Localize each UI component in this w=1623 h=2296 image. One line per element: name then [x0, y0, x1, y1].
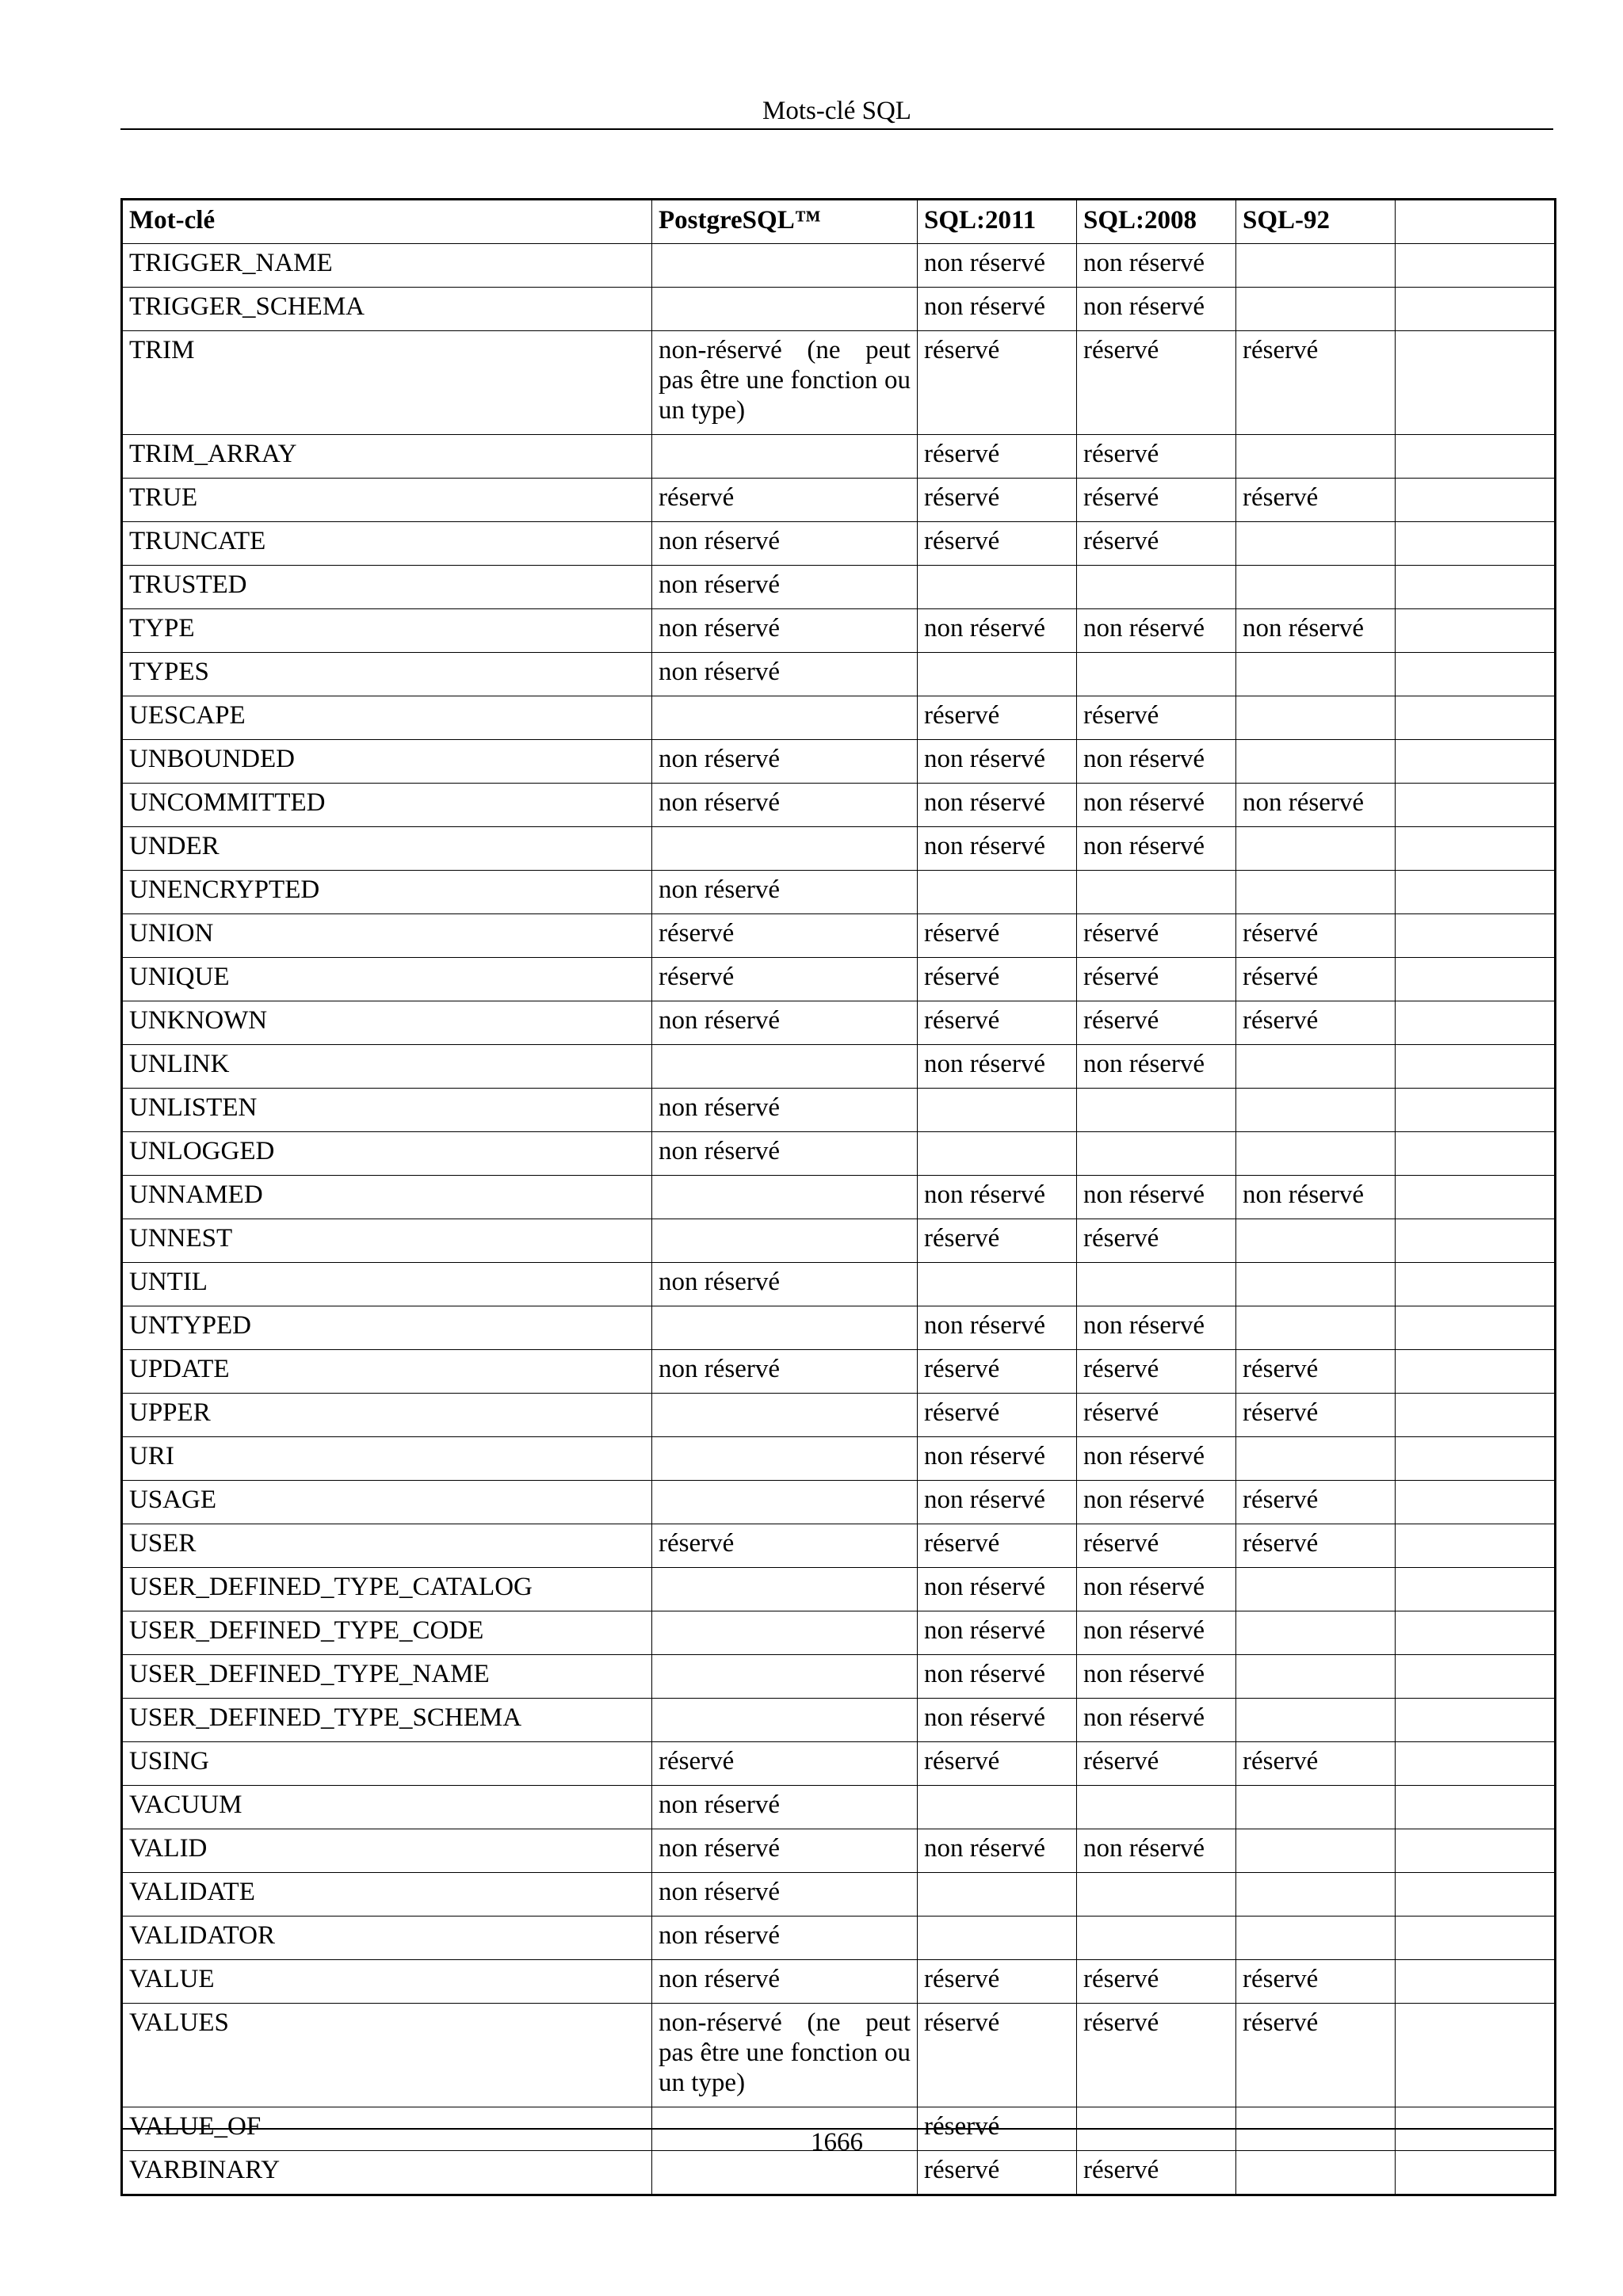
- sql2008-cell: [1077, 1917, 1236, 1960]
- sql2011-cell: réservé: [918, 331, 1077, 435]
- keyword-cell: VALUES: [122, 2004, 652, 2107]
- extra-cell: [1396, 914, 1556, 958]
- extra-cell: [1396, 1742, 1556, 1786]
- table-row: [122, 1960, 1556, 2004]
- extra-cell: [1396, 566, 1556, 609]
- keyword-cell: UNLOGGED: [122, 1132, 652, 1176]
- sql92-cell: [1236, 1263, 1396, 1306]
- sql2008-cell: non réservé: [1077, 1437, 1236, 1481]
- sql2011-cell: [918, 1917, 1077, 1960]
- table-row: [122, 1917, 1556, 1960]
- table-row: [122, 1568, 1556, 1611]
- table-row: [122, 244, 1556, 288]
- keyword-cell: UNTYPED: [122, 1306, 652, 1350]
- table-row: [122, 827, 1556, 871]
- sql2011-cell: non réservé: [918, 827, 1077, 871]
- extra-cell: [1396, 1219, 1556, 1263]
- keyword-cell: TRUE: [122, 479, 652, 522]
- extra-cell: [1396, 1132, 1556, 1176]
- sql2011-cell: [918, 1786, 1077, 1829]
- sql2011-cell: non réservé: [918, 1699, 1077, 1742]
- postgresql-cell: non réservé: [652, 740, 918, 784]
- sql92-cell: [1236, 435, 1396, 479]
- sql2008-cell: non réservé: [1077, 1045, 1236, 1089]
- sql2008-cell: réservé: [1077, 1960, 1236, 2004]
- table-row: [122, 1306, 1556, 1350]
- keywords-table: [120, 198, 1556, 2196]
- table-row: [122, 609, 1556, 653]
- sql2008-cell: réservé: [1077, 1524, 1236, 1568]
- sql2011-cell: non réservé: [918, 1176, 1077, 1219]
- postgresql-cell: [652, 1045, 918, 1089]
- extra-cell: [1396, 1350, 1556, 1394]
- sql2008-cell: réservé: [1077, 2004, 1236, 2107]
- sql2011-cell: réservé: [918, 958, 1077, 1001]
- sql2008-cell: [1077, 566, 1236, 609]
- postgresql-cell: [652, 244, 918, 288]
- keyword-cell: UNIQUE: [122, 958, 652, 1001]
- extra-cell: [1396, 1960, 1556, 2004]
- keyword-cell: TRUNCATE: [122, 522, 652, 566]
- table-row: [122, 653, 1556, 696]
- keyword-cell: USER_DEFINED_TYPE_NAME: [122, 1655, 652, 1699]
- postgresql-cell: [652, 696, 918, 740]
- postgresql-cell: réservé: [652, 1524, 918, 1568]
- sql2011-cell: réservé: [918, 1350, 1077, 1394]
- sql92-cell: [1236, 871, 1396, 914]
- sql92-cell: [1236, 1699, 1396, 1742]
- keyword-cell: TRIGGER_NAME: [122, 244, 652, 288]
- sql2011-cell: [918, 871, 1077, 914]
- sql2011-cell: réservé: [918, 479, 1077, 522]
- sql92-cell: réservé: [1236, 1394, 1396, 1437]
- sql2011-cell: réservé: [918, 1960, 1077, 2004]
- table-row: [122, 435, 1556, 479]
- table-header-row: [122, 200, 1556, 244]
- sql2008-cell: non réservé: [1077, 1611, 1236, 1655]
- sql2011-cell: [918, 1263, 1077, 1306]
- sql92-cell: réservé: [1236, 1960, 1396, 2004]
- postgresql-cell: non-réservé (ne peut pas être une fonction ou un type): [652, 2004, 918, 2107]
- keyword-cell: USAGE: [122, 1481, 652, 1524]
- keyword-cell: VALID: [122, 1829, 652, 1873]
- sql2011-cell: non réservé: [918, 244, 1077, 288]
- sql92-cell: [1236, 1219, 1396, 1263]
- sql92-cell: non réservé: [1236, 609, 1396, 653]
- extra-cell: [1396, 288, 1556, 331]
- extra-cell: [1396, 871, 1556, 914]
- sql92-cell: non réservé: [1236, 1176, 1396, 1219]
- sql92-cell: [1236, 1568, 1396, 1611]
- sql2011-cell: réservé: [918, 1219, 1077, 1263]
- sql92-cell: réservé: [1236, 914, 1396, 958]
- column-header-sql92: SQL-92: [1236, 200, 1396, 244]
- sql2011-cell: [918, 653, 1077, 696]
- postgresql-cell: non réservé: [652, 1089, 918, 1132]
- sql2011-cell: [918, 1089, 1077, 1132]
- keyword-cell: UNKNOWN: [122, 1001, 652, 1045]
- sql2008-cell: non réservé: [1077, 609, 1236, 653]
- sql92-cell: [1236, 1045, 1396, 1089]
- table-row: [122, 288, 1556, 331]
- postgresql-cell: [652, 827, 918, 871]
- postgresql-cell: [652, 1306, 918, 1350]
- sql92-cell: [1236, 1786, 1396, 1829]
- postgresql-cell: non réservé: [652, 566, 918, 609]
- extra-cell: [1396, 1786, 1556, 1829]
- keyword-cell: VALIDATE: [122, 1873, 652, 1917]
- table-row: [122, 696, 1556, 740]
- postgresql-cell: non réservé: [652, 1829, 918, 1873]
- sql2008-cell: [1077, 1263, 1236, 1306]
- sql2011-cell: non réservé: [918, 1568, 1077, 1611]
- table-row: [122, 1045, 1556, 1089]
- keyword-cell: UPPER: [122, 1394, 652, 1437]
- keyword-cell: TYPE: [122, 609, 652, 653]
- extra-cell: [1396, 958, 1556, 1001]
- sql2011-cell: réservé: [918, 2107, 1077, 2151]
- extra-cell: [1396, 2004, 1556, 2107]
- column-header-keyword: Mot-clé: [122, 200, 652, 244]
- table-row: [122, 958, 1556, 1001]
- sql2011-cell: réservé: [918, 522, 1077, 566]
- postgresql-cell: non réservé: [652, 1873, 918, 1917]
- postgresql-cell: [652, 1568, 918, 1611]
- sql2008-cell: réservé: [1077, 479, 1236, 522]
- keyword-cell: UNENCRYPTED: [122, 871, 652, 914]
- postgresql-cell: non réservé: [652, 1960, 918, 2004]
- sql2008-cell: non réservé: [1077, 244, 1236, 288]
- extra-cell: [1396, 244, 1556, 288]
- sql2011-cell: réservé: [918, 1394, 1077, 1437]
- table-row: [122, 1132, 1556, 1176]
- extra-cell: [1396, 1481, 1556, 1524]
- extra-cell: [1396, 435, 1556, 479]
- keyword-cell: USER_DEFINED_TYPE_SCHEMA: [122, 1699, 652, 1742]
- table-row: [122, 871, 1556, 914]
- sql2008-cell: réservé: [1077, 1742, 1236, 1786]
- column-header-sql2008: SQL:2008: [1077, 200, 1236, 244]
- table-row: [122, 566, 1556, 609]
- table-row: [122, 1873, 1556, 1917]
- postgresql-cell: non réservé: [652, 1786, 918, 1829]
- table-row: [122, 740, 1556, 784]
- sql2008-cell: non réservé: [1077, 740, 1236, 784]
- postgresql-cell: non réservé: [652, 784, 918, 827]
- sql92-cell: réservé: [1236, 1001, 1396, 1045]
- sql2008-cell: réservé: [1077, 1350, 1236, 1394]
- keyword-cell: USER_DEFINED_TYPE_CATALOG: [122, 1568, 652, 1611]
- postgresql-cell: [652, 435, 918, 479]
- keyword-cell: VARBINARY: [122, 2151, 652, 2195]
- sql2008-cell: non réservé: [1077, 1568, 1236, 1611]
- extra-cell: [1396, 1045, 1556, 1089]
- extra-cell: [1396, 479, 1556, 522]
- postgresql-cell: non réservé: [652, 1350, 918, 1394]
- extra-cell: [1396, 1655, 1556, 1699]
- postgresql-cell: non-réservé (ne peut pas être une fonction ou un type): [652, 331, 918, 435]
- sql92-cell: réservé: [1236, 479, 1396, 522]
- postgresql-cell: [652, 1437, 918, 1481]
- sql2008-cell: [1077, 1873, 1236, 1917]
- sql92-cell: [1236, 1306, 1396, 1350]
- extra-cell: [1396, 827, 1556, 871]
- postgresql-cell: [652, 1481, 918, 1524]
- sql2011-cell: non réservé: [918, 1829, 1077, 1873]
- sql2008-cell: [1077, 653, 1236, 696]
- sql92-cell: [1236, 1829, 1396, 1873]
- sql2011-cell: [918, 566, 1077, 609]
- keyword-cell: TRUSTED: [122, 566, 652, 609]
- extra-cell: [1396, 1699, 1556, 1742]
- sql2011-cell: réservé: [918, 914, 1077, 958]
- postgresql-cell: réservé: [652, 479, 918, 522]
- extra-cell: [1396, 522, 1556, 566]
- postgresql-cell: réservé: [652, 914, 918, 958]
- postgresql-cell: non réservé: [652, 653, 918, 696]
- sql2011-cell: réservé: [918, 435, 1077, 479]
- postgresql-cell: [652, 1394, 918, 1437]
- postgresql-cell: réservé: [652, 958, 918, 1001]
- table-row: [122, 1742, 1556, 1786]
- extra-cell: [1396, 1873, 1556, 1917]
- table-row: [122, 479, 1556, 522]
- sql2011-cell: non réservé: [918, 1437, 1077, 1481]
- sql2008-cell: non réservé: [1077, 288, 1236, 331]
- keyword-cell: TYPES: [122, 653, 652, 696]
- postgresql-cell: [652, 288, 918, 331]
- table-row: [122, 2004, 1556, 2107]
- sql92-cell: [1236, 522, 1396, 566]
- table-body: [122, 244, 1556, 2195]
- sql2008-cell: réservé: [1077, 958, 1236, 1001]
- extra-cell: [1396, 1263, 1556, 1306]
- keyword-cell: UNBOUNDED: [122, 740, 652, 784]
- postgresql-cell: non réservé: [652, 1263, 918, 1306]
- sql92-cell: [1236, 696, 1396, 740]
- sql92-cell: [1236, 566, 1396, 609]
- table-row: [122, 1611, 1556, 1655]
- sql92-cell: réservé: [1236, 958, 1396, 1001]
- sql2008-cell: réservé: [1077, 696, 1236, 740]
- sql92-cell: réservé: [1236, 331, 1396, 435]
- page-header-title: Mots-clé SQL: [762, 97, 911, 125]
- keyword-cell: VALUE: [122, 1960, 652, 2004]
- postgresql-cell: [652, 1219, 918, 1263]
- sql92-cell: [1236, 1132, 1396, 1176]
- table-row: [122, 1524, 1556, 1568]
- sql2008-cell: non réservé: [1077, 784, 1236, 827]
- extra-cell: [1396, 1524, 1556, 1568]
- keyword-cell: UNNAMED: [122, 1176, 652, 1219]
- sql2008-cell: non réservé: [1077, 1481, 1236, 1524]
- sql2008-cell: non réservé: [1077, 1699, 1236, 1742]
- table-row: [122, 1176, 1556, 1219]
- keyword-cell: VACUUM: [122, 1786, 652, 1829]
- extra-cell: [1396, 1306, 1556, 1350]
- postgresql-cell: réservé: [652, 1742, 918, 1786]
- keyword-cell: VALUE_OF: [122, 2107, 652, 2151]
- sql2011-cell: non réservé: [918, 740, 1077, 784]
- sql2011-cell: non réservé: [918, 288, 1077, 331]
- sql2011-cell: réservé: [918, 1001, 1077, 1045]
- sql92-cell: [1236, 653, 1396, 696]
- sql2011-cell: non réservé: [918, 1045, 1077, 1089]
- sql2011-cell: réservé: [918, 2004, 1077, 2107]
- keyword-cell: USER_DEFINED_TYPE_CODE: [122, 1611, 652, 1655]
- table-row: [122, 914, 1556, 958]
- table-row: [122, 1394, 1556, 1437]
- sql92-cell: non réservé: [1236, 784, 1396, 827]
- sql2011-cell: réservé: [918, 1742, 1077, 1786]
- extra-cell: [1396, 1611, 1556, 1655]
- sql92-cell: [1236, 740, 1396, 784]
- postgresql-cell: [652, 1176, 918, 1219]
- keyword-cell: UESCAPE: [122, 696, 652, 740]
- sql92-cell: [1236, 1437, 1396, 1481]
- table-row: [122, 1829, 1556, 1873]
- sql92-cell: [1236, 1611, 1396, 1655]
- extra-cell: [1396, 1829, 1556, 1873]
- extra-cell: [1396, 1001, 1556, 1045]
- keyword-cell: UNCOMMITTED: [122, 784, 652, 827]
- keyword-cell: URI: [122, 1437, 652, 1481]
- keyword-cell: TRIM_ARRAY: [122, 435, 652, 479]
- keyword-cell: VALIDATOR: [122, 1917, 652, 1960]
- table-row: [122, 1350, 1556, 1394]
- table-row: [122, 1786, 1556, 1829]
- sql2008-cell: non réservé: [1077, 1655, 1236, 1699]
- extra-cell: [1396, 1568, 1556, 1611]
- sql2008-cell: réservé: [1077, 2151, 1236, 2195]
- table-row: [122, 1001, 1556, 1045]
- keyword-cell: USING: [122, 1742, 652, 1786]
- sql92-cell: réservé: [1236, 1350, 1396, 1394]
- sql2008-cell: réservé: [1077, 331, 1236, 435]
- sql2008-cell: non réservé: [1077, 827, 1236, 871]
- sql2011-cell: non réservé: [918, 1481, 1077, 1524]
- keyword-cell: TRIGGER_SCHEMA: [122, 288, 652, 331]
- table-row: [122, 331, 1556, 435]
- postgresql-cell: non réservé: [652, 1001, 918, 1045]
- sql92-cell: [1236, 288, 1396, 331]
- sql92-cell: [1236, 244, 1396, 288]
- extra-cell: [1396, 1437, 1556, 1481]
- sql2011-cell: réservé: [918, 696, 1077, 740]
- table-row: [122, 1089, 1556, 1132]
- table-row: [122, 784, 1556, 827]
- postgresql-cell: [652, 1611, 918, 1655]
- sql92-cell: réservé: [1236, 1524, 1396, 1568]
- sql92-cell: réservé: [1236, 2004, 1396, 2107]
- sql2008-cell: non réservé: [1077, 1829, 1236, 1873]
- keyword-cell: UNNEST: [122, 1219, 652, 1263]
- sql2008-cell: réservé: [1077, 1394, 1236, 1437]
- sql2011-cell: [918, 1873, 1077, 1917]
- column-header-sql2011: SQL:2011: [918, 200, 1077, 244]
- sql92-cell: réservé: [1236, 1742, 1396, 1786]
- sql92-cell: [1236, 1917, 1396, 1960]
- column-header-postgresql: PostgreSQL™: [652, 200, 918, 244]
- sql2008-cell: réservé: [1077, 1001, 1236, 1045]
- extra-cell: [1396, 740, 1556, 784]
- sql2008-cell: [1077, 871, 1236, 914]
- postgresql-cell: non réservé: [652, 522, 918, 566]
- sql2008-cell: réservé: [1077, 435, 1236, 479]
- keyword-cell: UNDER: [122, 827, 652, 871]
- sql2011-cell: non réservé: [918, 1655, 1077, 1699]
- sql2008-cell: réservé: [1077, 1219, 1236, 1263]
- table-row: [122, 1263, 1556, 1306]
- extra-cell: [1396, 1917, 1556, 1960]
- sql2008-cell: non réservé: [1077, 1176, 1236, 1219]
- postgresql-cell: non réservé: [652, 1132, 918, 1176]
- keyword-cell: UNLINK: [122, 1045, 652, 1089]
- table-row: [122, 1219, 1556, 1263]
- extra-cell: [1396, 1089, 1556, 1132]
- column-header-extra: [1396, 200, 1556, 244]
- sql2011-cell: non réservé: [918, 1306, 1077, 1350]
- sql92-cell: [1236, 827, 1396, 871]
- extra-cell: [1396, 784, 1556, 827]
- postgresql-cell: [652, 1655, 918, 1699]
- sql92-cell: [1236, 1089, 1396, 1132]
- table-row: [122, 1655, 1556, 1699]
- extra-cell: [1396, 331, 1556, 435]
- sql92-cell: réservé: [1236, 1481, 1396, 1524]
- page-number: 1666: [811, 2128, 863, 2157]
- sql2008-cell: [1077, 1089, 1236, 1132]
- sql2008-cell: [1077, 1132, 1236, 1176]
- table-row: [122, 522, 1556, 566]
- extra-cell: [1396, 1394, 1556, 1437]
- sql2011-cell: non réservé: [918, 1611, 1077, 1655]
- sql92-cell: [1236, 1873, 1396, 1917]
- sql2011-cell: réservé: [918, 2151, 1077, 2195]
- sql2008-cell: réservé: [1077, 522, 1236, 566]
- extra-cell: [1396, 1176, 1556, 1219]
- table-row: [122, 1437, 1556, 1481]
- header-divider: [120, 128, 1553, 130]
- table-row: [122, 1699, 1556, 1742]
- postgresql-cell: [652, 1699, 918, 1742]
- sql2011-cell: [918, 1132, 1077, 1176]
- postgresql-cell: non réservé: [652, 1917, 918, 1960]
- sql2011-cell: non réservé: [918, 609, 1077, 653]
- sql2008-cell: non réservé: [1077, 1306, 1236, 1350]
- keyword-cell: UNTIL: [122, 1263, 652, 1306]
- sql2008-cell: réservé: [1077, 914, 1236, 958]
- sql2011-cell: réservé: [918, 1524, 1077, 1568]
- sql2008-cell: [1077, 1786, 1236, 1829]
- keyword-cell: UNION: [122, 914, 652, 958]
- postgresql-cell: non réservé: [652, 609, 918, 653]
- extra-cell: [1396, 696, 1556, 740]
- keyword-cell: UNLISTEN: [122, 1089, 652, 1132]
- postgresql-cell: non réservé: [652, 871, 918, 914]
- extra-cell: [1396, 609, 1556, 653]
- extra-cell: [1396, 653, 1556, 696]
- sql92-cell: [1236, 1655, 1396, 1699]
- sql2011-cell: non réservé: [918, 784, 1077, 827]
- keyword-cell: USER: [122, 1524, 652, 1568]
- keyword-cell: TRIM: [122, 331, 652, 435]
- table-row: [122, 1481, 1556, 1524]
- keyword-cell: UPDATE: [122, 1350, 652, 1394]
